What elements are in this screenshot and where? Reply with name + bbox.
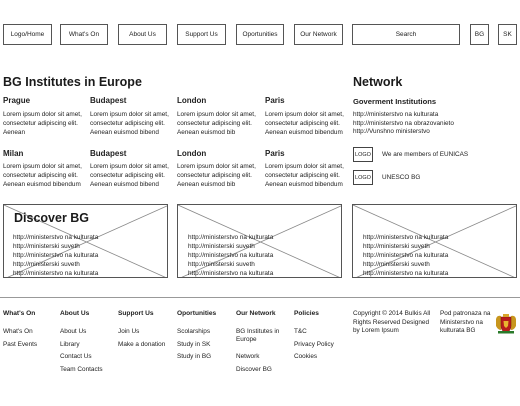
gov-link-foreign[interactable]: http://Vunshno ministerstvo: [353, 128, 430, 135]
lang-sk-button[interactable]: SK: [498, 24, 517, 45]
city-paris-2[interactable]: Paris: [265, 149, 285, 158]
footer-link-team-contacts[interactable]: Team Contacts: [60, 366, 103, 373]
discover-link[interactable]: http://ministerski suveth: [188, 243, 255, 250]
discover-link[interactable]: http://ministerstvo na kulturata: [363, 234, 449, 241]
footer-link-cookies[interactable]: Cookies: [294, 353, 318, 360]
network-title: Network: [353, 75, 403, 89]
discover-link[interactable]: http://ministerstvo na kulturata: [13, 252, 99, 259]
footer-link-tc[interactable]: T&C: [294, 328, 307, 335]
eunic-logo[interactable]: LOGO: [353, 147, 373, 162]
city-london-2[interactable]: London: [177, 149, 207, 158]
discover-title: Discover BG: [14, 211, 90, 225]
city-prague[interactable]: Prague: [3, 96, 31, 105]
discover-panel-1[interactable]: [3, 204, 168, 278]
city-budapest[interactable]: Budapest: [90, 96, 127, 105]
footer-about-us-title: About Us: [60, 310, 90, 317]
footer-link-discover-bg[interactable]: Discover BG: [236, 366, 272, 373]
city-budapest-2-text: Lorem ipsum dolor sit amet, consectetur adipiscing elit. Aenean euismod bibend: [90, 163, 169, 188]
discover-link[interactable]: http://ministerstvo na kulturata: [188, 252, 274, 259]
discover-link[interactable]: http://ministerstvo na kulturata: [13, 234, 99, 241]
discover-link[interactable]: http://ministerski suveth: [363, 261, 430, 268]
eunic-text: We are members of EUNICAS: [382, 151, 469, 158]
footer-link-privacy[interactable]: Privacy Policy: [294, 341, 334, 348]
search-input[interactable]: Search: [352, 24, 460, 45]
footer-link-join-us[interactable]: Join Us: [118, 328, 140, 335]
institutes-title: BG Institutes in Europe: [3, 75, 142, 89]
city-prague-text: Lorem ipsum dolor sit amet, consectetur adipiscing elit. Aenean: [3, 111, 82, 136]
discover-panel-3[interactable]: [352, 204, 517, 278]
footer-link-study-sk[interactable]: Study in SK: [177, 341, 211, 348]
lang-bg-button[interactable]: BG: [470, 24, 489, 45]
city-paris-2-text: Lorem ipsum dolor sit amet, consectetur adipiscing elit. Aenean euismod bibendum: [265, 163, 344, 188]
city-paris-text: Lorem ipsum dolor sit amet, consectetur adipiscing elit. Aenean euismod bibendum: [265, 111, 344, 136]
nav-about-us[interactable]: About Us: [118, 24, 167, 45]
city-milan-text: Lorem ipsum dolor sit amet, consectetur adipiscing elit. Aenean euismod bibendum: [3, 163, 82, 188]
footer-link-scolarships[interactable]: Scolarships: [177, 328, 211, 335]
discover-link[interactable]: http://ministerstvo na kulturata: [13, 270, 99, 277]
gov-link-culture[interactable]: http://ministerstvo na kulturata: [353, 111, 439, 118]
discover-link[interactable]: http://ministerski suveth: [13, 261, 80, 268]
city-milan[interactable]: Milan: [3, 149, 24, 158]
nav-opportunities[interactable]: Oportunities: [236, 24, 284, 45]
footer-opportunities-title: Oportunities: [177, 310, 217, 317]
city-london-text: Lorem ipsum dolor sit amet, consectetur adipiscing elit. Aenean euismod bib: [177, 111, 256, 136]
city-london[interactable]: London: [177, 96, 207, 105]
footer-whats-on-title: What's On: [3, 310, 36, 317]
nav-our-network[interactable]: Our Network: [294, 24, 343, 45]
nav-support-us[interactable]: Support Us: [177, 24, 226, 45]
discover-link[interactable]: http://ministerski suveth: [13, 243, 80, 250]
footer-link-contact-us[interactable]: Contact Us: [60, 353, 92, 360]
footer-link-bg-institutes[interactable]: BG Institutes in Europe: [236, 328, 280, 343]
unesco-logo[interactable]: LOGO: [353, 170, 373, 185]
footer-link-network[interactable]: Network: [236, 353, 260, 360]
copyright-text: Copyright © 2014 Bulkis All Rights Reserved Designed by Lorem Ipsum: [353, 310, 431, 334]
footer-link-study-bg[interactable]: Study in BG: [177, 353, 212, 360]
discover-link[interactable]: http://ministerski suveth: [363, 243, 430, 250]
footer-support-us-title: Support Us: [118, 310, 154, 317]
discover-panel-2[interactable]: [177, 204, 342, 278]
footer-link-whats-on[interactable]: What's On: [3, 328, 33, 335]
footer-our-network-title: Our Network: [236, 310, 276, 317]
footer-link-library[interactable]: Library: [60, 341, 80, 348]
gov-link-education[interactable]: http://ministerstvo na obrazovanieto: [353, 119, 454, 127]
city-budapest-text: Lorem ipsum dolor sit amet, consectetur adipiscing elit. Aenean euismod bibend: [90, 111, 169, 136]
footer-link-about-us[interactable]: About Us: [60, 328, 87, 335]
city-london-2-text: Lorem ipsum dolor sit amet, consectetur adipiscing elit. Aenean euismod bib: [177, 163, 256, 188]
unesco-text: UNESCO BG: [382, 174, 421, 181]
discover-link[interactable]: http://ministerstvo na kulturata: [363, 270, 449, 277]
city-budapest-2[interactable]: Budapest: [90, 149, 127, 158]
nav-whats-on[interactable]: What's On: [60, 24, 108, 45]
coat-of-arms-icon: [494, 313, 518, 335]
city-paris[interactable]: Paris: [265, 96, 285, 105]
logo-home-button[interactable]: Logo/Home: [3, 24, 52, 45]
discover-link[interactable]: http://ministerski suveth: [188, 261, 255, 268]
patron-text: Pod patronaza na Ministerstvo na kulturata BG: [440, 310, 491, 334]
footer-link-past-events[interactable]: Past Events: [3, 341, 38, 348]
discover-link[interactable]: http://ministerstvo na kulturata: [188, 234, 274, 241]
footer-divider: [0, 297, 520, 298]
gov-institutions-title: Goverment Institutions: [353, 97, 437, 106]
discover-link[interactable]: http://ministerstvo na kulturata: [363, 252, 449, 259]
footer-policies-title: Policies: [294, 310, 319, 317]
discover-link[interactable]: http://ministerstvo na kulturata: [188, 270, 274, 277]
footer-link-donation[interactable]: Make a donation: [118, 341, 166, 348]
